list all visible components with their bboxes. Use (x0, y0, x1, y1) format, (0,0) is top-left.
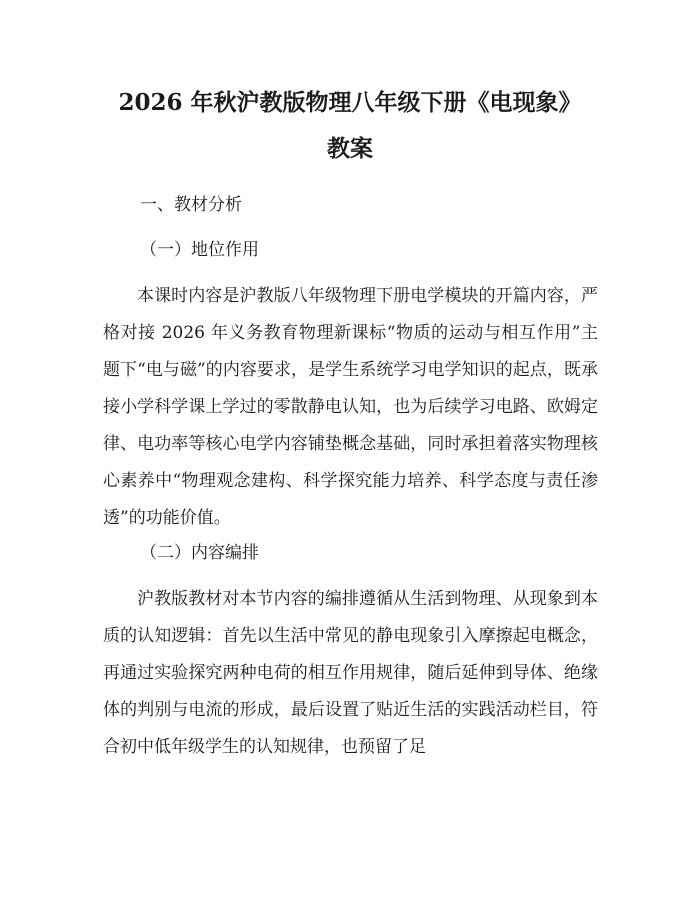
paragraph-role: 本课时内容是沪教版八年级物理下册电学模块的开篇内容，严格对接 2026 年义务教育物理新课标“物质的运动与相互作用”主题下“电与磁”的内容要求，是学生系统学习电学知识的起点，既承接小学科学课上学过的零散静电认知，也为后续学习电路、欧姆定律、电功率等核心电学内容铺垫概念基础，同时承担着落实物理核心素养中“物理观念建构、科学探究能力培养、科学态度与责任渗透”的功能价值。 (103, 286, 598, 528)
document-title-line-2: 教案 (327, 135, 373, 162)
subsection-heading-content-arrangement: （二）内容编排 (140, 543, 259, 563)
section-heading-textbook-analysis: 一、教材分析 (140, 195, 242, 215)
subsection-heading-role: （一）地位作用 (140, 240, 259, 260)
paragraph-content-arrangement: 沪教版教材对本节内容的编排遵循从生活到物理、从现象到本质的认知逻辑：首先以生活中常见的静电现象引入摩擦起电概念，再通过实验探究两种电荷的相互作用规律，随后延伸到导体、绝缘体的判别与电流的形成，最后设置了贴近生活的实践活动栏目，符合初中低年级学生的认知规律，也预留了足 (103, 589, 598, 757)
document-title-line-1: 2026 年秋沪教版物理八年级下册《电现象》 (118, 89, 582, 116)
